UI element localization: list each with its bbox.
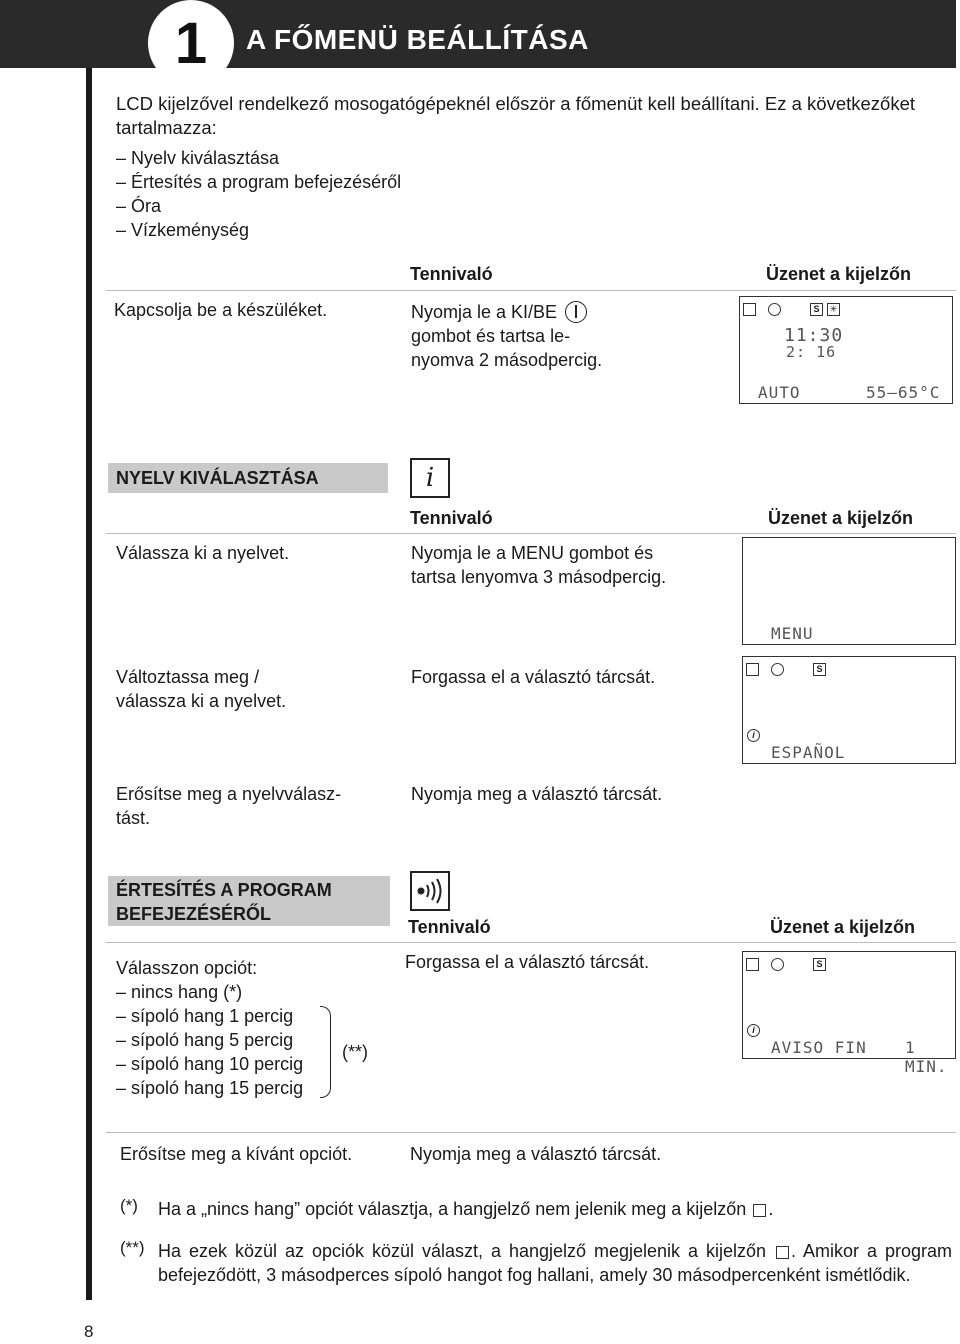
option-item: – sípoló hang 10 percig	[116, 1054, 304, 1074]
power-action	[411, 300, 616, 372]
divider	[106, 1132, 956, 1133]
lcd-temperature: 55–65°C	[866, 383, 941, 402]
lcd-language-text: ESPAÑOL	[771, 743, 846, 762]
language-step3-action: Nyomja meg a választó tárcsát.	[411, 784, 663, 804]
buzzer-icon	[410, 871, 450, 911]
clock-icon	[768, 303, 781, 316]
section-title-line: BEFEJEZÉSÉRŐL	[116, 904, 272, 924]
options-intro: Válasszon opciót:	[116, 958, 258, 978]
salt-icon: S	[813, 958, 826, 971]
divider	[106, 942, 956, 943]
lcd-notification-right: 1 MIN.	[905, 1038, 948, 1076]
action-column-header: Tennivaló	[410, 264, 493, 284]
intro-paragraph: LCD kijelzővel rendelkező mosogatógépeknél először a főmenüt kell beállítani. Ez a következőket tartalmazza:	[116, 93, 916, 138]
display-column-header: Üzenet a kijelzőn	[770, 917, 916, 937]
section-notification-title	[108, 876, 390, 926]
clock-icon	[771, 958, 784, 971]
lcd-notification-left: AVISO FIN	[771, 1038, 867, 1057]
lcd-display-menu	[742, 537, 956, 645]
power-action-line: gombot és tartsa le-	[411, 326, 571, 346]
action-column-header: Tennivaló	[408, 917, 491, 937]
info-settings-icon: i	[747, 1024, 760, 1037]
lcd-display-language	[742, 656, 956, 764]
page-number: 8	[84, 1322, 94, 1341]
salt-icon: S	[810, 303, 823, 316]
notification-action: Forgassa el a választó tárcsát.	[405, 952, 650, 972]
option-item: – sípoló hang 15 percig	[116, 1078, 304, 1098]
footnote-mark: (*)	[120, 1196, 138, 1215]
bracket-note: (**)	[342, 1042, 368, 1062]
intro-list	[116, 146, 401, 242]
language-step3-instruction	[116, 782, 341, 830]
footnote-mark: (**)	[120, 1238, 145, 1257]
instruction-line: Erősítse meg a nyelvválasz-	[116, 784, 342, 804]
lcd-menu-text: MENU	[771, 624, 814, 643]
buzzer-icon	[753, 1204, 766, 1217]
power-instruction: Kapcsolja be a készüléket.	[114, 300, 328, 320]
option-item: – nincs hang (*)	[116, 982, 243, 1002]
power-button-icon	[565, 301, 587, 323]
clock-icon	[771, 663, 784, 676]
footnote-text: Ha ezek közül az opciók közül választ, a hangjelző megjelenik a kijelzőn	[158, 1241, 767, 1261]
action-column-header: Tennivaló	[410, 508, 493, 528]
info-settings-icon: i	[747, 729, 760, 742]
buzzer-icon	[746, 663, 759, 676]
footnote-text: . Amikor a program befejeződött, 3 másodperces sípoló hangot fog hallani, amely 30 másodpercenként ismétlődik.	[158, 1241, 952, 1285]
divider	[106, 290, 956, 291]
intro-list-item: – Értesítés a program befejezéséről	[116, 172, 402, 192]
lcd-time: 11:30	[784, 325, 844, 346]
notification-confirm-instruction: Erősítse meg a kívánt opciót.	[120, 1144, 353, 1164]
instruction-line: válassza ki a nyelvet.	[116, 691, 287, 711]
section-language-title: NYELV KIVÁLASZTÁSA	[108, 463, 388, 493]
display-column-header: Üzenet a kijelzőn	[768, 508, 914, 528]
footnote-2	[158, 1239, 952, 1287]
footnote-text: .	[768, 1199, 774, 1219]
power-action-line: nyomva 2 másodpercig.	[411, 350, 603, 370]
lcd-display-notification	[742, 951, 956, 1076]
buzzer-icon	[776, 1246, 789, 1259]
option-item: – sípoló hang 1 percig	[116, 1006, 294, 1026]
intro-list-item: – Óra	[116, 196, 162, 216]
buzzer-icon	[746, 958, 759, 971]
lcd-mode: AUTO	[758, 383, 801, 402]
notification-confirm-action: Nyomja meg a választó tárcsát.	[410, 1144, 662, 1164]
power-action-line: Nyomja le a KI/BE	[411, 302, 558, 322]
section-title-line: ÉRTESÍTÉS A PROGRAM	[116, 880, 332, 900]
divider	[106, 533, 956, 534]
language-step1-instruction: Válassza ki a nyelvet.	[116, 543, 290, 563]
instruction-line: Változtassa meg /	[116, 667, 260, 687]
left-margin-rule	[86, 68, 92, 1300]
instruction-line: tást.	[116, 808, 151, 828]
language-step2-instruction	[116, 665, 286, 713]
language-step1-action: Nyomja le a MENU gombot és tartsa lenyomva 3 másodpercig.	[411, 543, 667, 587]
buzzer-icon	[743, 303, 756, 316]
page-title: A FŐMENÜ BEÁLLÍTÁSA	[246, 24, 589, 55]
info-icon: i	[410, 458, 450, 498]
rinse-aid-icon: ✳	[827, 303, 840, 316]
options-bracket	[320, 1006, 331, 1098]
intro-list-item: – Nyelv kiválasztása	[116, 148, 280, 168]
language-step2-action: Forgassa el a választó tárcsát.	[411, 667, 656, 687]
display-column-header: Üzenet a kijelzőn	[766, 264, 912, 284]
intro-list-item: – Vízkeménység	[116, 220, 250, 240]
footnote-1	[158, 1197, 948, 1221]
lcd-display-main	[739, 296, 953, 404]
footnote-text: Ha a „nincs hang” opciót választja, a hangjelző nem jelenik meg a kijelzőn	[158, 1199, 747, 1219]
lcd-remaining: 2: 16	[786, 343, 837, 361]
chapter-number: 1	[148, 0, 234, 86]
salt-icon: S	[813, 663, 826, 676]
option-item: – sípoló hang 5 percig	[116, 1030, 294, 1050]
notification-options	[116, 956, 303, 1100]
